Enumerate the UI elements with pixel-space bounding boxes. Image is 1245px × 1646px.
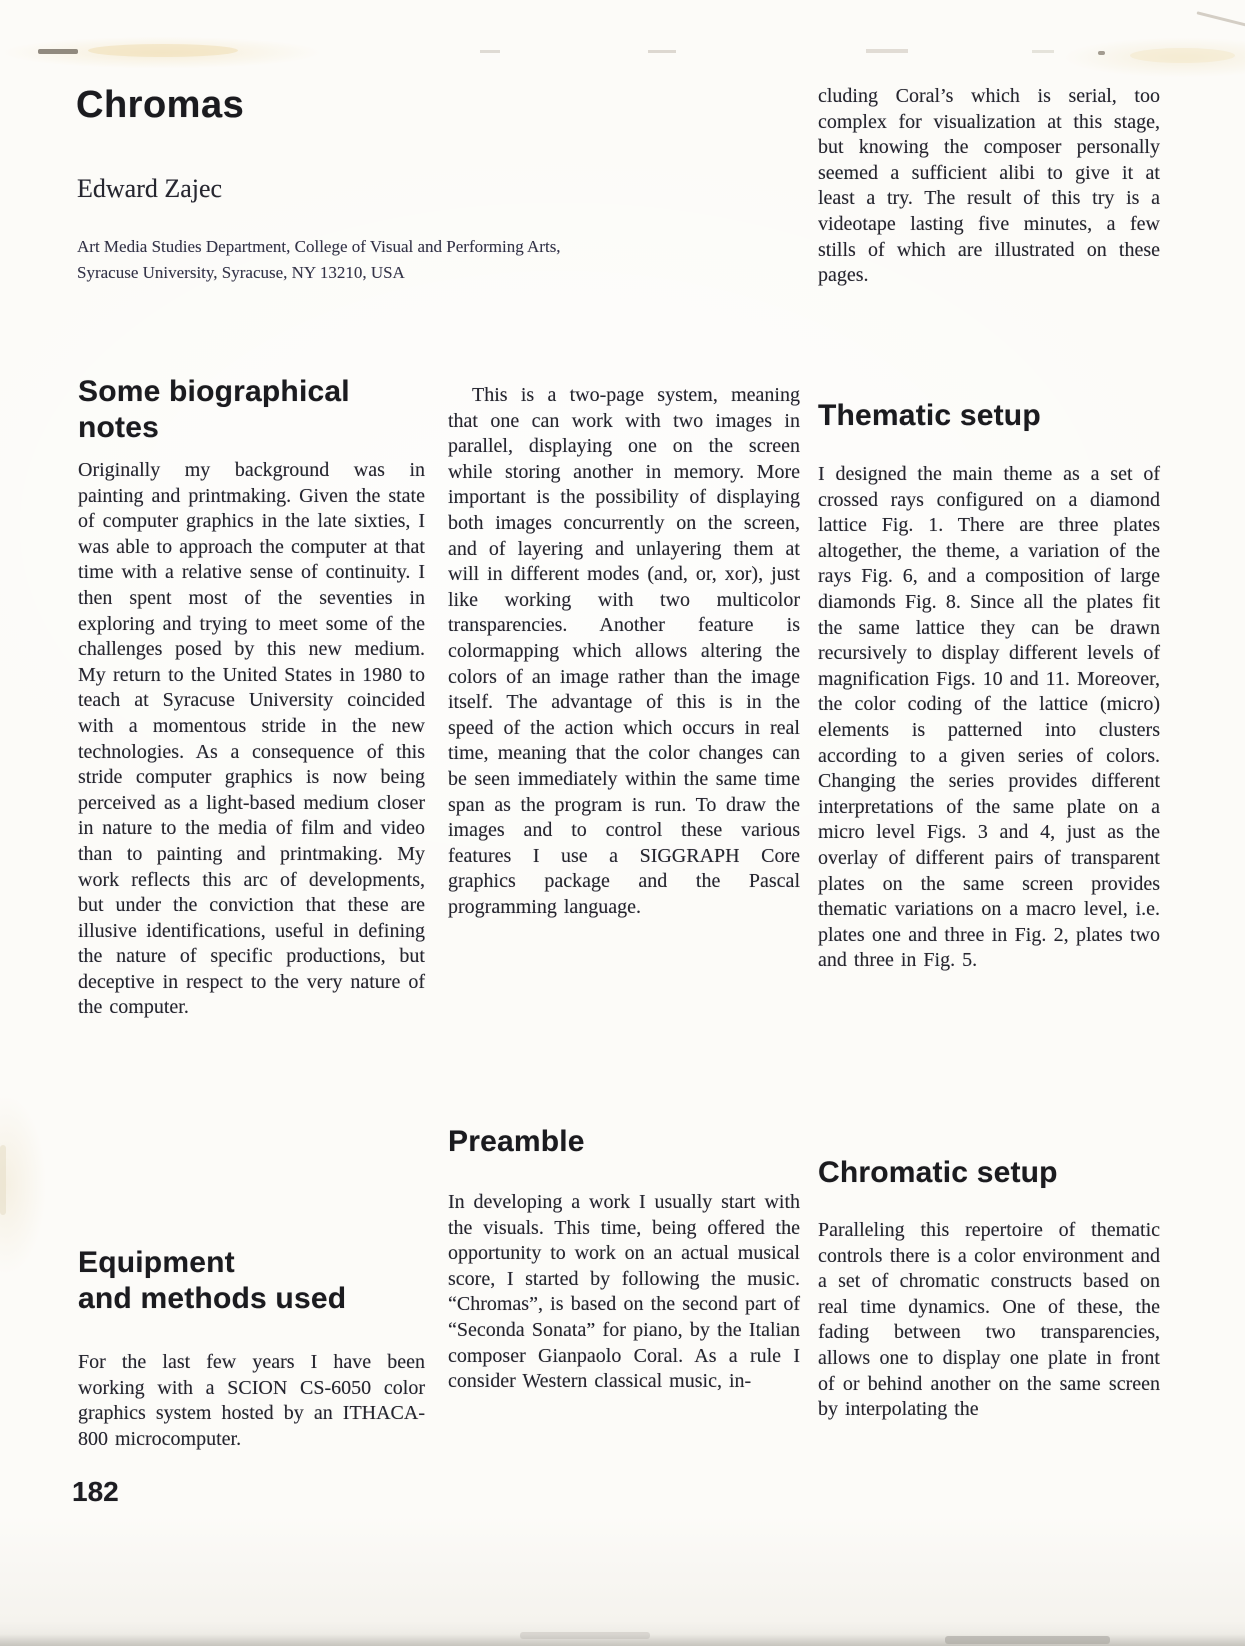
heading-line: notes <box>78 411 160 444</box>
paragraph-system: This is a two-page system, meaning that one can work with two images in parallel, displaying one on the screen while storing another in memory. More important is the possibility of displaying both images concurrently on the screen, and of layering and unlayering them at will in different modes (and, or, xor), just like working with two multicolor transparencies. Another feature is colormapping which allows altering the colors of an image rather than the image itself. The advantage of this is in the speed of the action which occurs in real time, meaning that the color changes can be seen immediately within the same time span as the program is run. To draw the images and to control these various features I use a SIGGRAPH Core graphics package and the Pascal programming language. <box>448 384 800 918</box>
paragraph-chromatic: Paralleling this repertoire of thematic controls there is a color environment and a set of chromatic constructs based on real time dynamics. One of these, the fading between two transparencies, allows one to display one plate in front of or behind another on the same screen by interpolating the <box>818 1219 1160 1421</box>
scan-artifact-dot <box>480 50 500 53</box>
scan-artifact-dot <box>1032 50 1054 53</box>
paragraph-equipment: For the last few years I have been working with a SCION CS-6050 color graphics system hosted by an ITHACA-800 microcomputer. <box>78 1351 425 1450</box>
article-title: Chromas <box>76 84 245 126</box>
heading-line: and methods used <box>78 1282 347 1315</box>
paragraph-intro-continuation: cluding Coral’s which is serial, too complex for visualization at this stage, but knowing the composer personally seemed a sufficient alibi to give it at least a try. The result of this try is a videotape lasting five minutes, a few stills of which are illustrated on these pages. <box>818 85 1160 287</box>
scan-artifact-cream-smudge <box>1130 48 1235 63</box>
scan-artifact-left-edge <box>0 1145 6 1215</box>
scan-artifact-speck <box>1098 51 1105 55</box>
heading-line: Chromatic setup <box>818 1156 1058 1189</box>
heading-line: Preamble <box>448 1125 585 1158</box>
section-heading-equipment <box>78 1245 425 1317</box>
scan-artifact-dot <box>648 50 676 53</box>
scan-artifact-bottom-dark <box>945 1636 1110 1644</box>
scan-artifact-bottom-smudge <box>520 1632 650 1639</box>
scan-artifact-corner-line <box>1196 11 1245 27</box>
section-heading-preamble <box>448 1124 800 1160</box>
scan-artifact-dot <box>866 49 908 53</box>
section-heading-chromatic <box>818 1155 1160 1191</box>
affiliation-line-1: Art Media Studies Department, College of Visual and Performing Arts, <box>77 237 561 256</box>
affiliation <box>77 234 561 286</box>
paragraph-biographical: Originally my background was in painting and printmaking. Given the state of computer graphics in the late sixties, I was able to approach the computer at that time with a relative sense of continuity. I then spent most of the seventies in exploring and trying to meet some of the challenges posed by this new medium. My return to the United States in 1980 to teach at Syracuse University coincided with a momentous stride in the new technologies. As a consequence of this stride computer graphics is now being perceived as a light-based medium closer in nature to the media of film and video than to painting and printmaking. My work reflects this arc of developments, but under the conviction that these are illusive identifications, useful in defining the nature of specific productions, but deceptive in respect to the very nature of the computer. <box>78 459 425 1019</box>
heading-line: Equipment <box>78 1246 235 1279</box>
heading-line: Some biographical <box>78 375 350 408</box>
author-name: Edward Zajec <box>77 174 223 203</box>
section-heading-biographical <box>78 374 425 446</box>
page-number: 182 <box>72 1476 119 1507</box>
paragraph-thematic: I designed the main theme as a set of crossed rays configured on a diamond lattice Fig. 1. There are three plates altogether, the theme, a variation of the rays Fig. 6, and a composition of large diamonds Fig. 8. Since all the plates fit the same lattice they can be drawn recursively to display different levels of magnification Figs. 10 and 11. Moreover, the color coding of the lattice (micro) elements is patterned into clusters according to a given series of colors. Changing the series provides different interpretations of the same plate on a micro level Figs. 3 and 4, just as the overlay of different pairs of transparent plates on the same screen provides thematic variations on a macro level, i.e. plates one and three in Fig. 2, plates two and three in Fig. 5. <box>818 463 1160 972</box>
affiliation-line-2: Syracuse University, Syracuse, NY 13210, USA <box>77 263 405 282</box>
scan-artifact-bottom-edge <box>0 1634 1245 1646</box>
paragraph-preamble: In developing a work I usually start with the visuals. This time, being offered the opportunity to work on an actual musical score, I started by following the music. “Chromas”, is based on the second part of “Seconda Sonata” for piano, by the Italian composer Gianpaolo Coral. As a rule I consider Western classical music, in- <box>448 1191 800 1393</box>
section-heading-thematic <box>818 398 1160 434</box>
scan-artifact-cream-smudge <box>88 44 238 57</box>
heading-line: Thematic setup <box>818 399 1041 432</box>
scan-artifact-top-left-dash <box>38 49 78 54</box>
